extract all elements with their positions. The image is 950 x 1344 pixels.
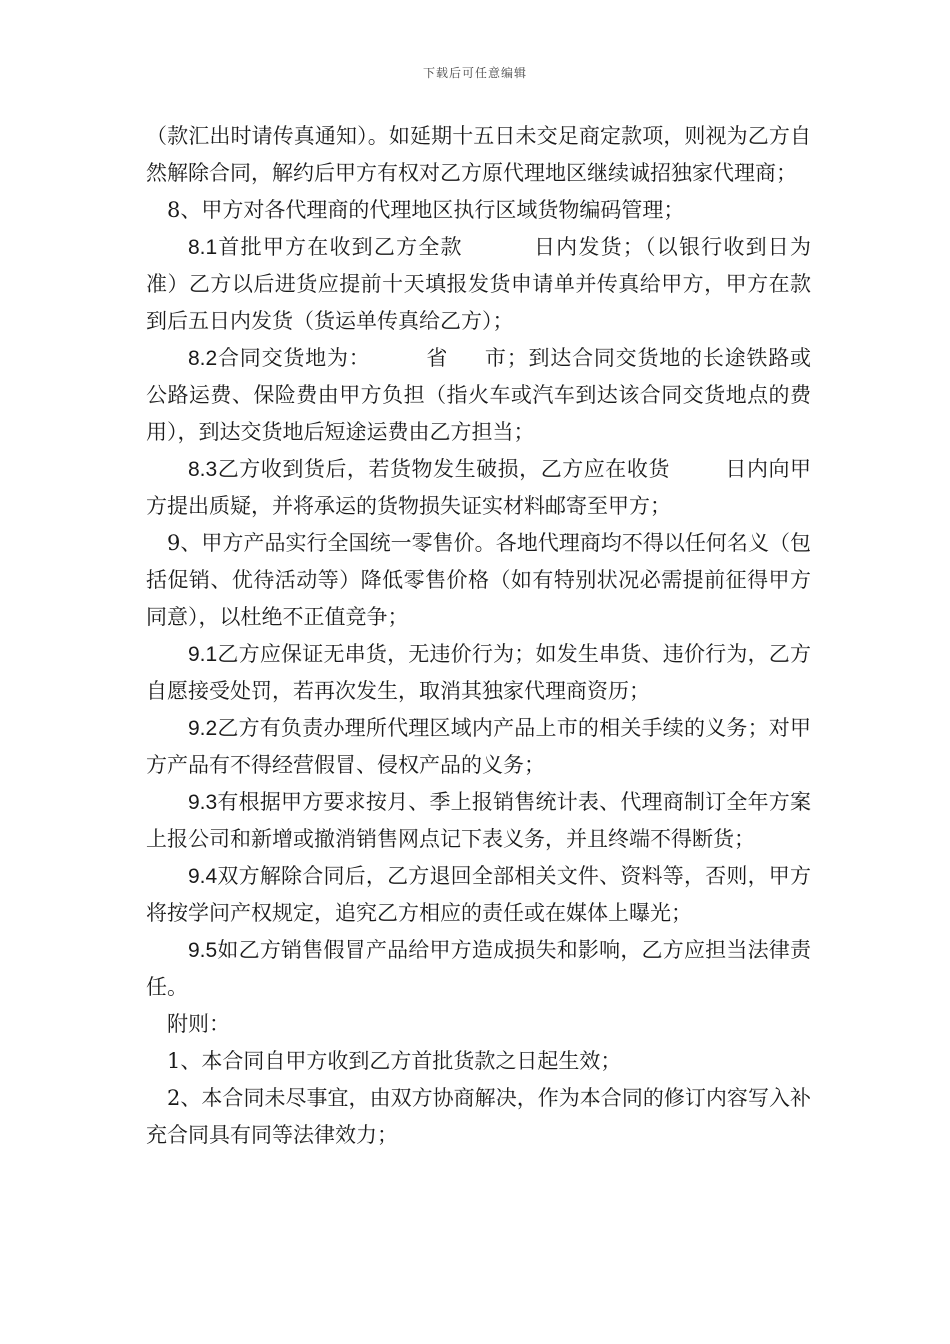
clause-number: 8.1 [188, 236, 218, 259]
paragraph-clause-8-2 [146, 340, 811, 451]
paragraph-payment-terms: （款汇出时请传真通知）。如延期十五日未交足商定款项，则视为乙方自然解除合同，解约后甲方有权对乙方原代理地区继续诚招独家代理商； [146, 124, 811, 185]
paragraph-clause-9-1 [146, 636, 811, 710]
clause-text: 有根据甲方要求按月、季上报销售统计表、代理商制订全年方案上报公司和新增或撤消销售网点记下表义务，并且终端不得断货； [146, 790, 811, 851]
paragraph-clause-9-5 [146, 932, 811, 1006]
paragraph-clause-9: 9、甲方产品实行全国统一零售价。各地代理商均不得以任何名义（包括促销、优待活动等）降低零售价格（如有特别状况必需提前征得甲方同意），以杜绝不正值竞争； [146, 531, 811, 629]
clause-number: 9.4 [188, 865, 218, 888]
clause-text: 双方解除合同后，乙方退回全部相关文件、资料等，否则，甲方将按学问产权规定，追究乙方相应的责任或在媒体上曝光； [146, 864, 811, 925]
paragraph-appendix-1: 1、本合同自甲方收到乙方首批货款之日起生效； [167, 1049, 622, 1073]
paragraph-clause-9-3 [146, 784, 811, 858]
clause-number: 9.1 [188, 643, 218, 666]
paragraph-clause-9-2 [146, 710, 811, 784]
clause-text: 如乙方销售假冒产品给甲方造成损失和影响，乙方应担当法律责任。 [146, 938, 811, 999]
paragraph-clause-8-1 [146, 229, 811, 340]
clause-text: 乙方收到货后，若货物发生破损，乙方应在收货 [217, 457, 670, 481]
clause-text: 乙方应保证无串货，无违价行为；如发生串货、违价行为，乙方自愿接受处罚，若再次发生，取消其独家代理商资历； [146, 642, 811, 703]
paragraph-appendix-2: 2、本合同未尽事宜，由双方协商解决，作为本合同的修订内容写入补充合同具有同等法律效力； [146, 1086, 811, 1147]
clause-text: 首批甲方在收到乙方全款 [217, 235, 463, 259]
clause-text: 合同交货地为： [217, 346, 371, 370]
page-header: 下载后可任意编辑 [422, 66, 527, 80]
paragraph-clause-9-4 [146, 858, 811, 932]
clause-number: 8.2 [188, 347, 218, 370]
clause-text: 市；到达合同交货地的长途铁路或公路运费、保险费由甲方负担（指火车或汽车到达该合同交货地点的费用），到达交货地后短途运费由乙方担当； [146, 346, 812, 444]
paragraph-clause-8-3 [146, 451, 811, 525]
document-body [146, 118, 811, 1154]
clause-number: 8.3 [188, 458, 218, 481]
clause-number: 9.5 [188, 939, 218, 962]
clause-number: 9.2 [188, 717, 218, 740]
clause-text: 日内向甲方提出质疑，并将承运的货物损失证实材料邮寄至甲方； [146, 457, 812, 518]
clause-text: 日内发货；（以银行收到日为准）乙方以后进货应提前十天填报发货申请单并传真给甲方，甲方在款到后五日内发货（货运单传真给乙方）； [146, 235, 812, 333]
clause-text: 省 [425, 346, 449, 370]
clause-number: 9.3 [188, 791, 218, 814]
paragraph-clause-8: 8、甲方对各代理商的代理地区执行区域货物编码管理； [167, 198, 685, 222]
paragraph-appendix-heading: 附则： [167, 1012, 230, 1036]
clause-text: 乙方有负责办理所代理区域内产品上市的相关手续的义务；对甲方产品有不得经营假冒、侵权产品的义务； [146, 716, 811, 777]
